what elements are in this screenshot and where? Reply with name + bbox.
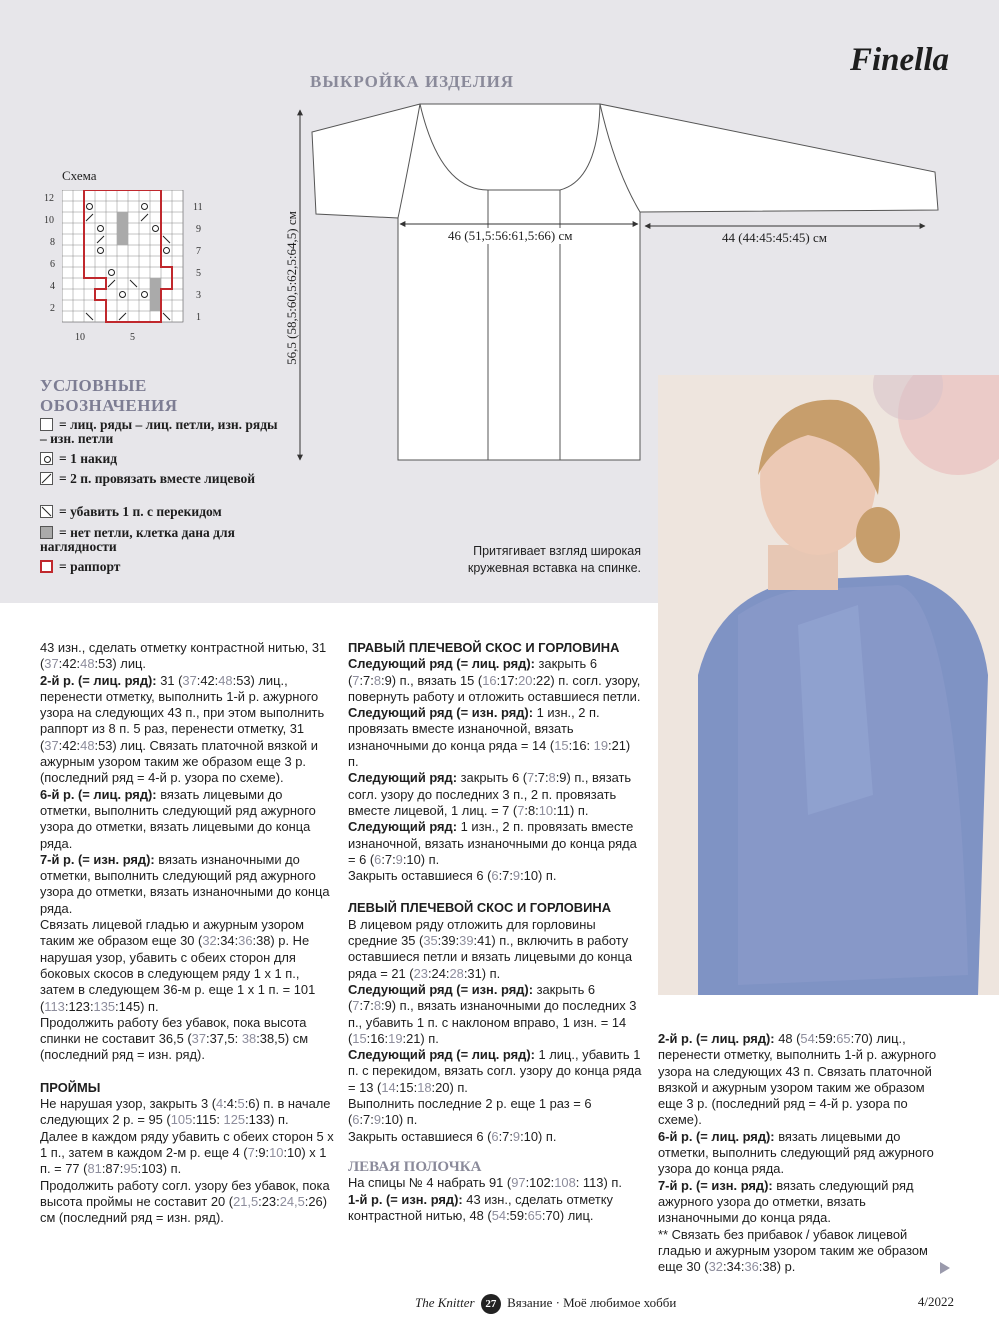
chart-row-label: 6 xyxy=(50,259,55,270)
legend-item-knit: = лиц. ряды – лиц. петли, изн. ряды – изн. петли xyxy=(40,417,278,446)
width-measure: 46 (51,5:56:61,5:66) см xyxy=(448,228,573,243)
instructions-column-2: ПРАВЫЙ ПЛЕЧЕВОЙ СКОС И ГОРЛОВИНА Следующий ряд (= лиц. ряд): закрыть 6 (7:7:8:9) п., вязать 15 (16:17:20:22) п. согл. узору, повернуть работу и отложить оставшиеся петли. Следующий ряд (= изн. ряд): 1 изн., 2 п. провязать вместе изнаночной, вязать изнаночными до конца ряда = 14 (15:16: 19:21) п. Следующий ряд: закрыть 6 (7:7:8:9) п., вязать согл. узору до последних 3 п., 2 п. провязать вместе лицевой, 1 лиц. = 7 (7:8:10:11) п. Следующий ряд: 1 изн., 2 п. провязать вместе изнаночной, вязать изнаночными до конца ряда = 6 (6:7:9:10) п. Закрыть оставшиеся 6 (6:7:9:10) п. ЛЕВЫЙ ПЛЕЧЕВОЙ СКОС И ГОРЛОВИНА В лицевом ряду отложить для горловины средние 35 (35:39:39:41) п., включить в работу оставшиеся петли и вязать лицевыми до конца ряда = 21 (23:24:28:31) п. Следующий ряд (= изн. ряд): закрыть 6 (7:7:8:9) п., вязать изнаночными до последних 3 п., убавить 1 п. с наклоном вправо, 1 изн. = 14 (15:16:19:21) п. Следующий ряд (= лиц. ряд): 1 лиц., убавить 1 п. с перекидом, вязать согл. узору до конца ряда = 13 (14:15:18:20) п. Выполнить последние 2 р. еще 1 раз = 6 (6:7:9:10) п. Закрыть оставшиеся 6 (6:7:9:10) п. ЛЕВАЯ ПОЛОЧКА На спицы № 4 набрать 91 (97:102:108: 113) п. 1-й р. (= изн. ряд): 43 изн., сделать отметку контрастной нитью, 48 (54:59:65:70) лиц. xyxy=(348,640,642,1223)
page-number-badge: 27 xyxy=(481,1294,501,1314)
yarn-over-icon xyxy=(40,452,53,465)
schema-title: Схема xyxy=(62,168,97,183)
photo-caption: Притягивает взгляд широкая кружевная вставка на спинке. xyxy=(467,544,641,575)
chart-row-label: 4 xyxy=(50,281,55,292)
pattern-title: ВЫКРОЙКА ИЗДЕЛИЯ xyxy=(310,72,515,91)
legend-item-yarn-over: = 1 накид xyxy=(40,452,117,466)
photo-illustration xyxy=(658,375,999,995)
ssk-icon xyxy=(40,505,53,518)
chart-row-label: 9 xyxy=(196,224,201,235)
brand-title: Finella xyxy=(849,42,949,78)
chart-row-label: 3 xyxy=(196,290,201,301)
legend-title: УСЛОВНЫЕ ОБОЗНАЧЕНИЯ xyxy=(40,376,178,415)
legend-item-ssk: = убавить 1 п. с перекидом xyxy=(40,505,222,519)
footer-magazine: The Knitter 27 Вязание · Моё любимое хобби xyxy=(415,1294,676,1314)
chart-row-label: 7 xyxy=(196,246,201,257)
no-stitch-icon xyxy=(40,526,53,539)
chart-row-label: 2 xyxy=(50,303,55,314)
height-measure: 56,5 (58,5:60,5:62,5:64,5) см xyxy=(284,211,299,365)
chart-row-label: 10 xyxy=(44,215,54,226)
next-page-arrow-icon xyxy=(940,1262,950,1274)
chart-row-label: 5 xyxy=(196,268,201,279)
legend-item-no-stitch: = нет петли, клетка дана для наглядности xyxy=(40,525,235,554)
chart-row-label: 11 xyxy=(193,202,203,213)
legend-item-repeat: = раппорт xyxy=(40,560,120,574)
chart-col-label: 10 xyxy=(75,332,85,343)
instructions-column-1: 43 изн., сделать отметку контрастной нитью, 31 (37:42:48:53) лиц. 2-й р. (= лиц. ряд): 31 (37:42:48:53) лиц., перенести отметку, выполнить 1-й р. ажурного узора на следующих 43 п., при этом выполнить раппорт из 8 п. 5 раз, перенести отметку, 31 (37:42:48:53) лиц. Связать платочной вязкой и ажурным узором таким же образом еще 3 р. (последний ряд = 4-й р. узора по схеме). 6-й р. (= лиц. ряд): вязать лицевыми до отметки, выполнить следующий ряд ажурного узора до отметки, вязать лицевыми до конца ряда. 7-й р. (= изн. ряд): вязать изнаночными до отметки, выполнить следующий ряд ажурного узора до отметки, вязать изнаночными до конца ряда. Связать лицевой гладью и ажурным узором таким же образом еще 30 (32:34:36:38) р. Не нарушая узор, убавить с обеих сторон для боковых скосов в следующем ряду 1 х 1 п., затем в следующем 36-м р. еще 1 х 1 п. = 101 (113:123:135:145) п. Продолжить работу без убавок, пока высота спинки не составит 36,5 (37:37,5: 38:38,5) см (последний ряд = изн. ряд). ПРОЙМЫ Не нарушая узор, закрыть 3 (4:4:5:6) п. в начале следующих 2 р. = 95 (105:115: 125:133) п. Далее в каждом ряду убавить с обеих сторон 5 х 1 п., затем в каждом 2-м р. еще 4 (7:9:10:10) х 1 п. = 77 (81:87:95:103) п. Продолжить работу согл. узору без убавок, пока высота проймы не составит 20 (21,5:23:24,5:26) см (последний ряд = изн. ряд). xyxy=(40,640,334,1226)
repeat-icon xyxy=(40,560,53,573)
chart-row-label: 12 xyxy=(44,193,54,204)
chart-row-label: 1 xyxy=(196,312,201,323)
sleeve-measure: 44 (44:45:45:45) см xyxy=(722,230,827,245)
model-photo xyxy=(658,375,999,995)
k2tog-icon xyxy=(40,472,53,485)
instructions-column-3: 2-й р. (= лиц. ряд): 48 (54:59:65:70) лиц., перенести отметку, выполнить 1-й р. ажурного узора на следующих 43 п. Связать платочной вязкой и ажурным узором таким же образом еще 3 р. (последний ряд = 4-й р. узора по схеме). 6-й р. (= лиц. ряд): вязать лицевыми до отметки, выполнить следующий ряд ажурного узора до конца ряда. 7-й р. (= изн. ряд): вязать следующий ряд ажурного узора до отметки, вязать изнаночными до конца ряда. ** Связать без прибавок / убавок лицевой гладью и ажурным узором таким же образом еще 30 (32:34:36:38) р. xyxy=(658,1031,937,1275)
chart-col-label: 5 xyxy=(130,332,135,343)
legend-item-k2tog: = 2 п. провязать вместе лицевой xyxy=(40,472,260,486)
chart-row-label: 8 xyxy=(50,237,55,248)
footer-date: 4/2022 xyxy=(917,1294,954,1309)
empty-cell-icon xyxy=(40,418,53,431)
knitting-chart xyxy=(62,190,188,324)
